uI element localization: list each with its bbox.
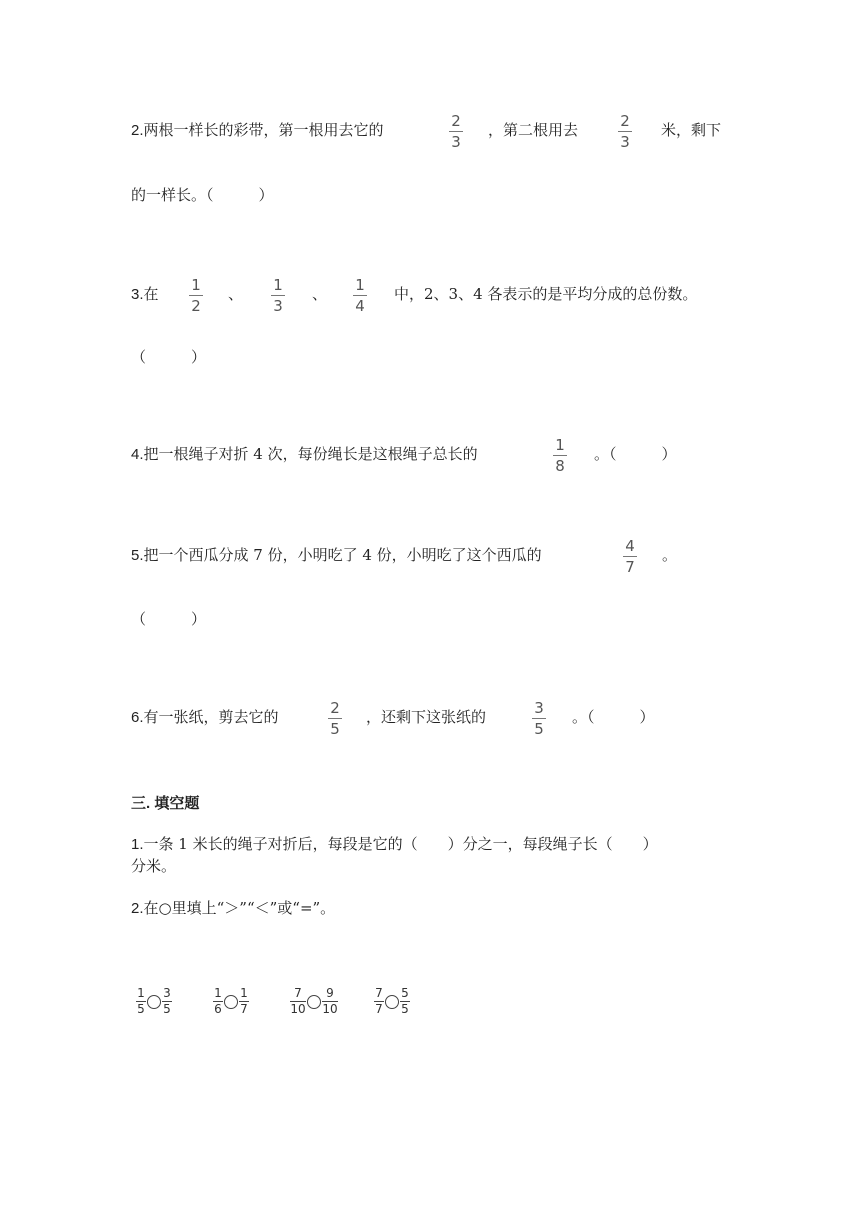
numerator: 7 — [294, 986, 302, 1000]
q2-fraction-1 — [449, 113, 463, 150]
q4-frac1-numerator: 1 — [555, 436, 565, 454]
fill-q2-line1 — [131, 898, 335, 919]
numerator: 1 — [240, 986, 248, 1000]
denominator: 10 — [322, 1002, 338, 1016]
numerator: 5 — [401, 986, 409, 1000]
numerator: 1 — [214, 986, 222, 1000]
right-fraction — [322, 987, 338, 1016]
q5-text-b: 。 — [662, 546, 678, 564]
fraction-bar — [618, 131, 632, 132]
denominator: 10 — [290, 1002, 306, 1016]
q3-frac3-denominator: 4 — [355, 297, 365, 315]
q3-frac1-numerator: 1 — [191, 276, 201, 294]
denominator: 6 — [214, 1002, 222, 1016]
q4-frac1-denominator: 8 — [555, 457, 565, 475]
q5-fraction-1 — [623, 538, 637, 575]
denominator: 5 — [163, 1002, 171, 1016]
q6-text-c: 。（ ） — [572, 708, 655, 726]
q6-frac2-denominator: 5 — [534, 720, 544, 738]
comparison-item-1 — [136, 987, 172, 1016]
q3-line1 — [131, 284, 159, 305]
q6-frac1-numerator: 2 — [330, 699, 340, 717]
q6-line1 — [131, 707, 279, 728]
denominator: 7 — [375, 1002, 383, 1016]
q3-fraction-3 — [353, 277, 367, 314]
q3-number: 3. — [131, 286, 144, 303]
q5-number: 5. — [131, 547, 144, 564]
left-fraction — [213, 987, 223, 1016]
fraction-bar — [271, 295, 285, 296]
q6-frac1-denominator: 5 — [330, 720, 340, 738]
blank-circle-icon[interactable] — [224, 995, 238, 1009]
q6-frac2-numerator: 3 — [534, 699, 544, 717]
numerator: 7 — [375, 986, 383, 1000]
q2-text-b: ，第二根用去 — [488, 121, 579, 139]
blank-circle-icon[interactable] — [307, 995, 321, 1009]
denominator: 5 — [401, 1002, 409, 1016]
q4-text-a: 把一根绳子对折 4 次，每份绳长是这根绳子总长的 — [143, 445, 478, 463]
blank-circle-icon[interactable] — [385, 995, 399, 1009]
q3-paren: （ ） — [131, 348, 207, 366]
q3-frac1-denominator: 2 — [191, 297, 201, 315]
q6-text-a: 有一张纸，剪去它的 — [143, 708, 279, 726]
fraction-bar — [353, 295, 367, 296]
denominator: 7 — [240, 1002, 248, 1016]
q2-frac2-numerator: 2 — [620, 112, 630, 130]
comparison-item-2 — [213, 987, 249, 1016]
right-fraction — [239, 987, 249, 1016]
q5-paren: （ ） — [131, 610, 207, 628]
q2-number: 2. — [131, 122, 144, 139]
q2-text-a: 两根一样长的彩带，第一根用去它的 — [143, 121, 384, 139]
right-fraction — [162, 987, 172, 1016]
q2-text-d: 的一样长。（ ） — [131, 186, 274, 204]
numerator: 3 — [163, 986, 171, 1000]
q3-sep-1: 、 — [228, 285, 244, 303]
fraction-bar — [623, 556, 637, 557]
q4-fraction-1 — [553, 437, 567, 474]
q3-text-b: 中，2、3、4 各表示的是平均分成的总份数。 — [394, 285, 698, 303]
fill-q1-text-a: 一条 1 米长的绳子对折后，每段是它的（ ）分之一，每段绳子长（ ） — [143, 835, 658, 853]
q2-frac2-denominator: 3 — [620, 133, 630, 151]
fill-q2-text: 在○里填上“＞”“＜”或“=”。 — [143, 899, 336, 917]
q3-frac2-numerator: 1 — [273, 276, 283, 294]
left-fraction — [136, 987, 146, 1016]
q3-fraction-1 — [189, 277, 203, 314]
q2-frac1-numerator: 2 — [451, 112, 461, 130]
q5-frac1-denominator: 7 — [625, 558, 635, 576]
numerator: 1 — [137, 986, 145, 1000]
q6-number: 6. — [131, 709, 144, 726]
fraction-bar — [328, 718, 342, 719]
q3-fraction-2 — [271, 277, 285, 314]
q3-frac3-numerator: 1 — [355, 276, 365, 294]
comparison-item-3 — [290, 987, 338, 1016]
q2-frac1-denominator: 3 — [451, 133, 461, 151]
fraction-bar — [532, 718, 546, 719]
q6-fraction-2 — [532, 700, 546, 737]
fill-q2-number: 2. — [131, 900, 144, 917]
q5-text-a: 把一个西瓜分成 7 份，小明吃了 4 份，小明吃了这个西瓜的 — [143, 546, 542, 564]
q4-number: 4. — [131, 446, 144, 463]
fill-q1-number: 1. — [131, 836, 144, 853]
fill-q1-text-b: 分米。 — [131, 857, 177, 875]
q2-line1 — [131, 120, 384, 141]
fraction-bar — [189, 295, 203, 296]
q4-line1 — [131, 444, 478, 465]
q5-frac1-numerator: 4 — [625, 537, 635, 555]
q5-line1 — [131, 545, 542, 566]
numerator: 9 — [326, 986, 334, 1000]
q2-text-c: 米，剩下 — [661, 121, 722, 139]
q3-sep-2: 、 — [312, 285, 328, 303]
left-fraction — [290, 987, 306, 1016]
right-fraction — [400, 987, 410, 1016]
q3-frac2-denominator: 3 — [273, 297, 283, 315]
fraction-bar — [449, 131, 463, 132]
section-heading: 三. 填空题 — [131, 795, 200, 812]
blank-circle-icon[interactable] — [147, 995, 161, 1009]
q6-text-b: ，还剩下这张纸的 — [366, 708, 487, 726]
left-fraction — [374, 987, 384, 1016]
q6-fraction-1 — [328, 700, 342, 737]
q3-text-a: 在 — [143, 285, 159, 303]
fill-q1-line1 — [131, 834, 658, 855]
fraction-bar — [553, 455, 567, 456]
q2-fraction-2 — [618, 113, 632, 150]
q4-text-b: 。（ ） — [594, 445, 677, 463]
comparison-item-4 — [374, 987, 410, 1016]
denominator: 5 — [137, 1002, 145, 1016]
